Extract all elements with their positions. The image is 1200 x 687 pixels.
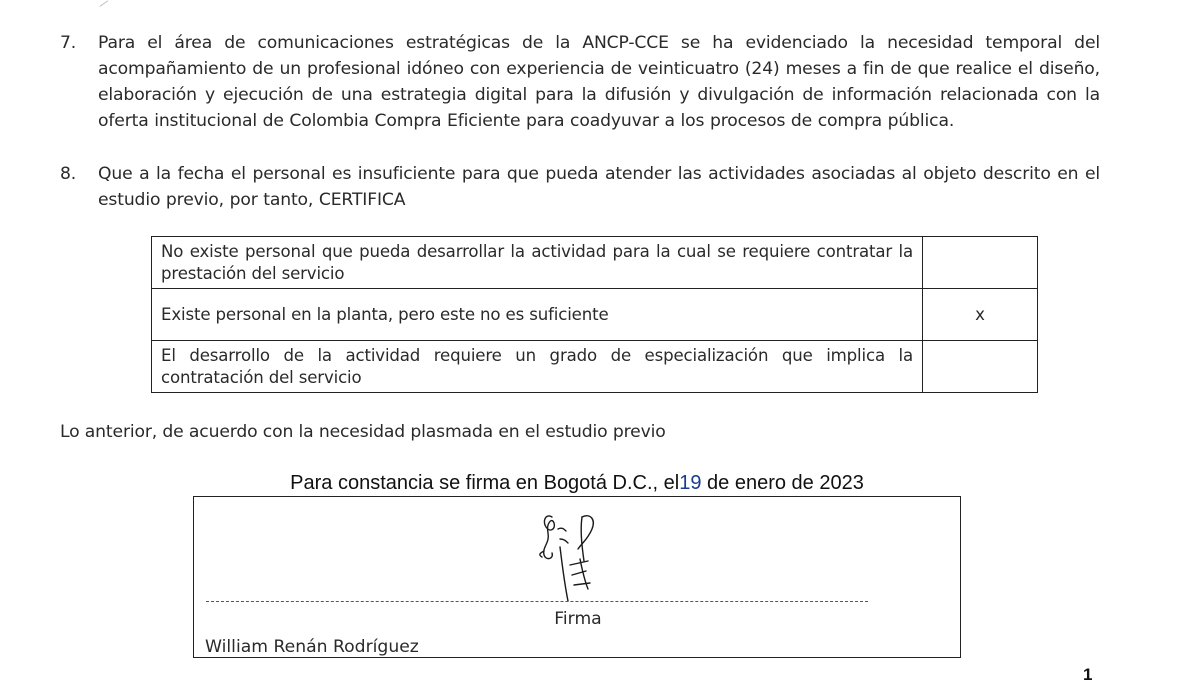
signature-label: Firma [554, 609, 602, 629]
numbered-item-7 [60, 30, 1100, 134]
page-number: 1 [1083, 665, 1093, 684]
closing-statement: Lo anterior, de acuerdo con la necesidad plasmada en el estudio previo [60, 422, 666, 442]
item-number: 8. [60, 164, 77, 184]
numbered-item-8 [60, 161, 1100, 213]
row-mark [923, 341, 1038, 393]
signature-box [193, 496, 961, 658]
top-edge-mark [94, 0, 109, 7]
row-description: Existe personal en la planta, pero este no es suficiente [152, 289, 923, 341]
signer-name: William Renán Rodríguez [205, 637, 419, 657]
row-description: El desarrollo de la actividad requiere un grado de especialización que implica la contratación del servicio [152, 341, 923, 393]
table-row [152, 289, 1038, 341]
item-text: Para el área de comunicaciones estratégicas de la ANCP-CCE se ha evidenciado la necesidad temporal del acompañamiento de un profesional idóneo con experiencia de veinticuatro (24) meses a fin de que realice el diseño, elaboración y ejecución de una estrategia digital para la difusión y divulgación de información relacionada con la oferta institucional de Colombia Compra Eficiente para coadyuvar a los procesos de compra pública. [98, 33, 1100, 131]
certification-table [151, 236, 1038, 393]
table-row [152, 237, 1038, 289]
item-number: 7. [60, 33, 77, 53]
item-text: Que a la fecha el personal es insuficiente para que pueda atender las actividades asociadas al objeto descrito en el estudio previo, por tanto, CERTIFICA [98, 164, 1100, 210]
row-description: No existe personal que pueda desarrollar la actividad para la cual se requiere contratar la prestación del servicio [152, 237, 923, 289]
constancia-suffix: de enero de 2023 [701, 472, 864, 494]
row-mark [923, 237, 1038, 289]
constancia-prefix: Para constancia se firma en Bogotá D.C., el [290, 472, 680, 494]
row-mark: x [923, 289, 1038, 341]
signature-line [206, 601, 868, 602]
table-row [152, 341, 1038, 393]
constancia-line [193, 470, 961, 496]
constancia-day: 19 [679, 472, 702, 494]
handwritten-signature [530, 503, 620, 609]
